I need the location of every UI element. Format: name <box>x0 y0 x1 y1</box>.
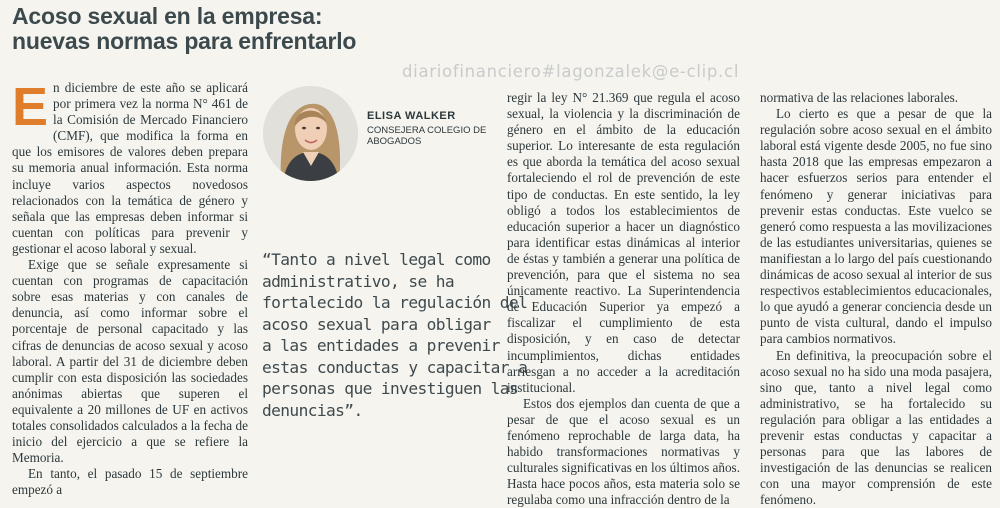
drop-cap: E <box>12 83 48 131</box>
author-photo <box>263 86 358 181</box>
pull-quote <box>262 249 502 421</box>
article-paragraph: regir la ley N° 21.369 que regula el acoso sexual, la violencia y la discriminación de género en el ámbito de la educación superior. Lo interesante de esta regulación es que aborda la temática del acoso sexual fortaleciendo el rol de prevención de este tipo de conductas. En este sentido, la ley obligó a todos los establecimientos de educación superior a hacer un diagnóstico para identificar estas dinámicas al interior de éstas y también a generar una política de prevención, para que el sistema no sea únicamente reactivo. La Superintendencia de Educación Superior ya empezó a fiscalizar el cumplimiento de esta disposición, y en caso de detectar incumplimientos, dichas entidades arriesgan a no acceder a la acreditación institucional. <box>507 90 740 396</box>
quote-line: denuncias”. <box>262 400 502 422</box>
article-paragraph: Estos dos ejemplos dan cuenta de que a pesar de que el acoso sexual es un fenómeno reprochable de larga data, ha habido transformaciones normativas y culturales significativas en los últimos años. Hasta hace pocos años, esta materia solo se regulaba como una infracción dentro de la <box>507 396 740 508</box>
article-column-3 <box>507 90 740 508</box>
headline <box>12 4 482 54</box>
quote-line: a las entidades a prevenir <box>262 335 502 357</box>
article-paragraph: En definitiva, la preocupación sobre el acoso sexual no ha sido una moda pasajera, sino que, tanto a nivel legal como administrativo, se ha fortalecido su regulación para obligar a las entidades a prevenir estas conductas y capacitar a personas para que las labores de investigación de las denuncias se realicen con una mayor comprensión de este fenómeno. <box>760 348 992 508</box>
headline-line-2: nuevas normas para enfrentarlo <box>12 29 482 54</box>
article-paragraph: Lo cierto es que a pesar de que la regulación sobre acoso sexual en el ámbito laboral está vigente desde 2005, no fue sino hasta 2018 que las empresas empezaron a hacer esfuerzos serios para entender el fenómeno y generar iniciativas para prevenir estas conductas. Este vuelco se generó como respuesta a las movilizaciones de las estudiantes universitarias, quienes se manifiestan a lo largo del país cuestionando dinámicas de acoso sexual al interior de sus respectivos establecimientos educacionales, lo que ayudó a generar conciencia desde un punto de vista cultural, dando el impulso para cambios normativos. <box>760 106 992 347</box>
quote-line: estas conductas y capacitar a <box>262 357 502 379</box>
article-paragraph <box>12 80 248 257</box>
article-paragraph: Exige que se señale expresamente si cuentan con programas de capacitación sobre esas materias y con canales de denuncia, así como informar sobre el porcentaje de personal capacitado y las cifras de denuncias de acoso sexual y acoso laboral. A partir del 31 de diciembre deben cumplir con esta disposición las sociedades anónimas abiertas que superen el equivalente a 20 millones de UF en activos totales consolidados calculados a la fecha de inicio del ejercicio a que se refiere la Memoria. <box>12 257 248 466</box>
article-column-1 <box>12 80 248 498</box>
quote-line: personas que investiguen las <box>262 378 502 400</box>
headline-line-1: Acoso sexual en la empresa: <box>12 4 482 29</box>
watermark: diariofinanciero#lagonzalek@e-clip.cl <box>402 62 739 81</box>
quote-line: fortalecido la regulación del <box>262 292 502 314</box>
paragraph-text: n diciembre de este año se aplicará por primera vez la norma N° 461 de la Comisión de Mercado Financiero (CMF), que modifica la forma en que los emisores de valores deben prepara su memoria anual información. Esta norma incluye varios aspectos novedosos relacionados con la temática de género y señala que las empresas deben informar si cuentan con políticas para prevenir y gestionar el acoso laboral y sexual. <box>12 80 248 256</box>
author-name: ELISA WALKER <box>367 110 456 122</box>
article-column-4 <box>760 90 992 508</box>
quote-line: administrativo, se ha <box>262 271 502 293</box>
quote-line: acoso sexual para obligar <box>262 314 502 336</box>
author-portrait-icon <box>263 86 358 181</box>
article-paragraph: normativa de las relaciones laborales. <box>760 90 992 106</box>
author-role: CONSEJERA COLEGIO DE ABOGADOS <box>367 125 487 147</box>
quote-line: “Tanto a nivel legal como <box>262 249 502 271</box>
article-paragraph: En tanto, el pasado 15 de septiembre empezó a <box>12 466 248 498</box>
